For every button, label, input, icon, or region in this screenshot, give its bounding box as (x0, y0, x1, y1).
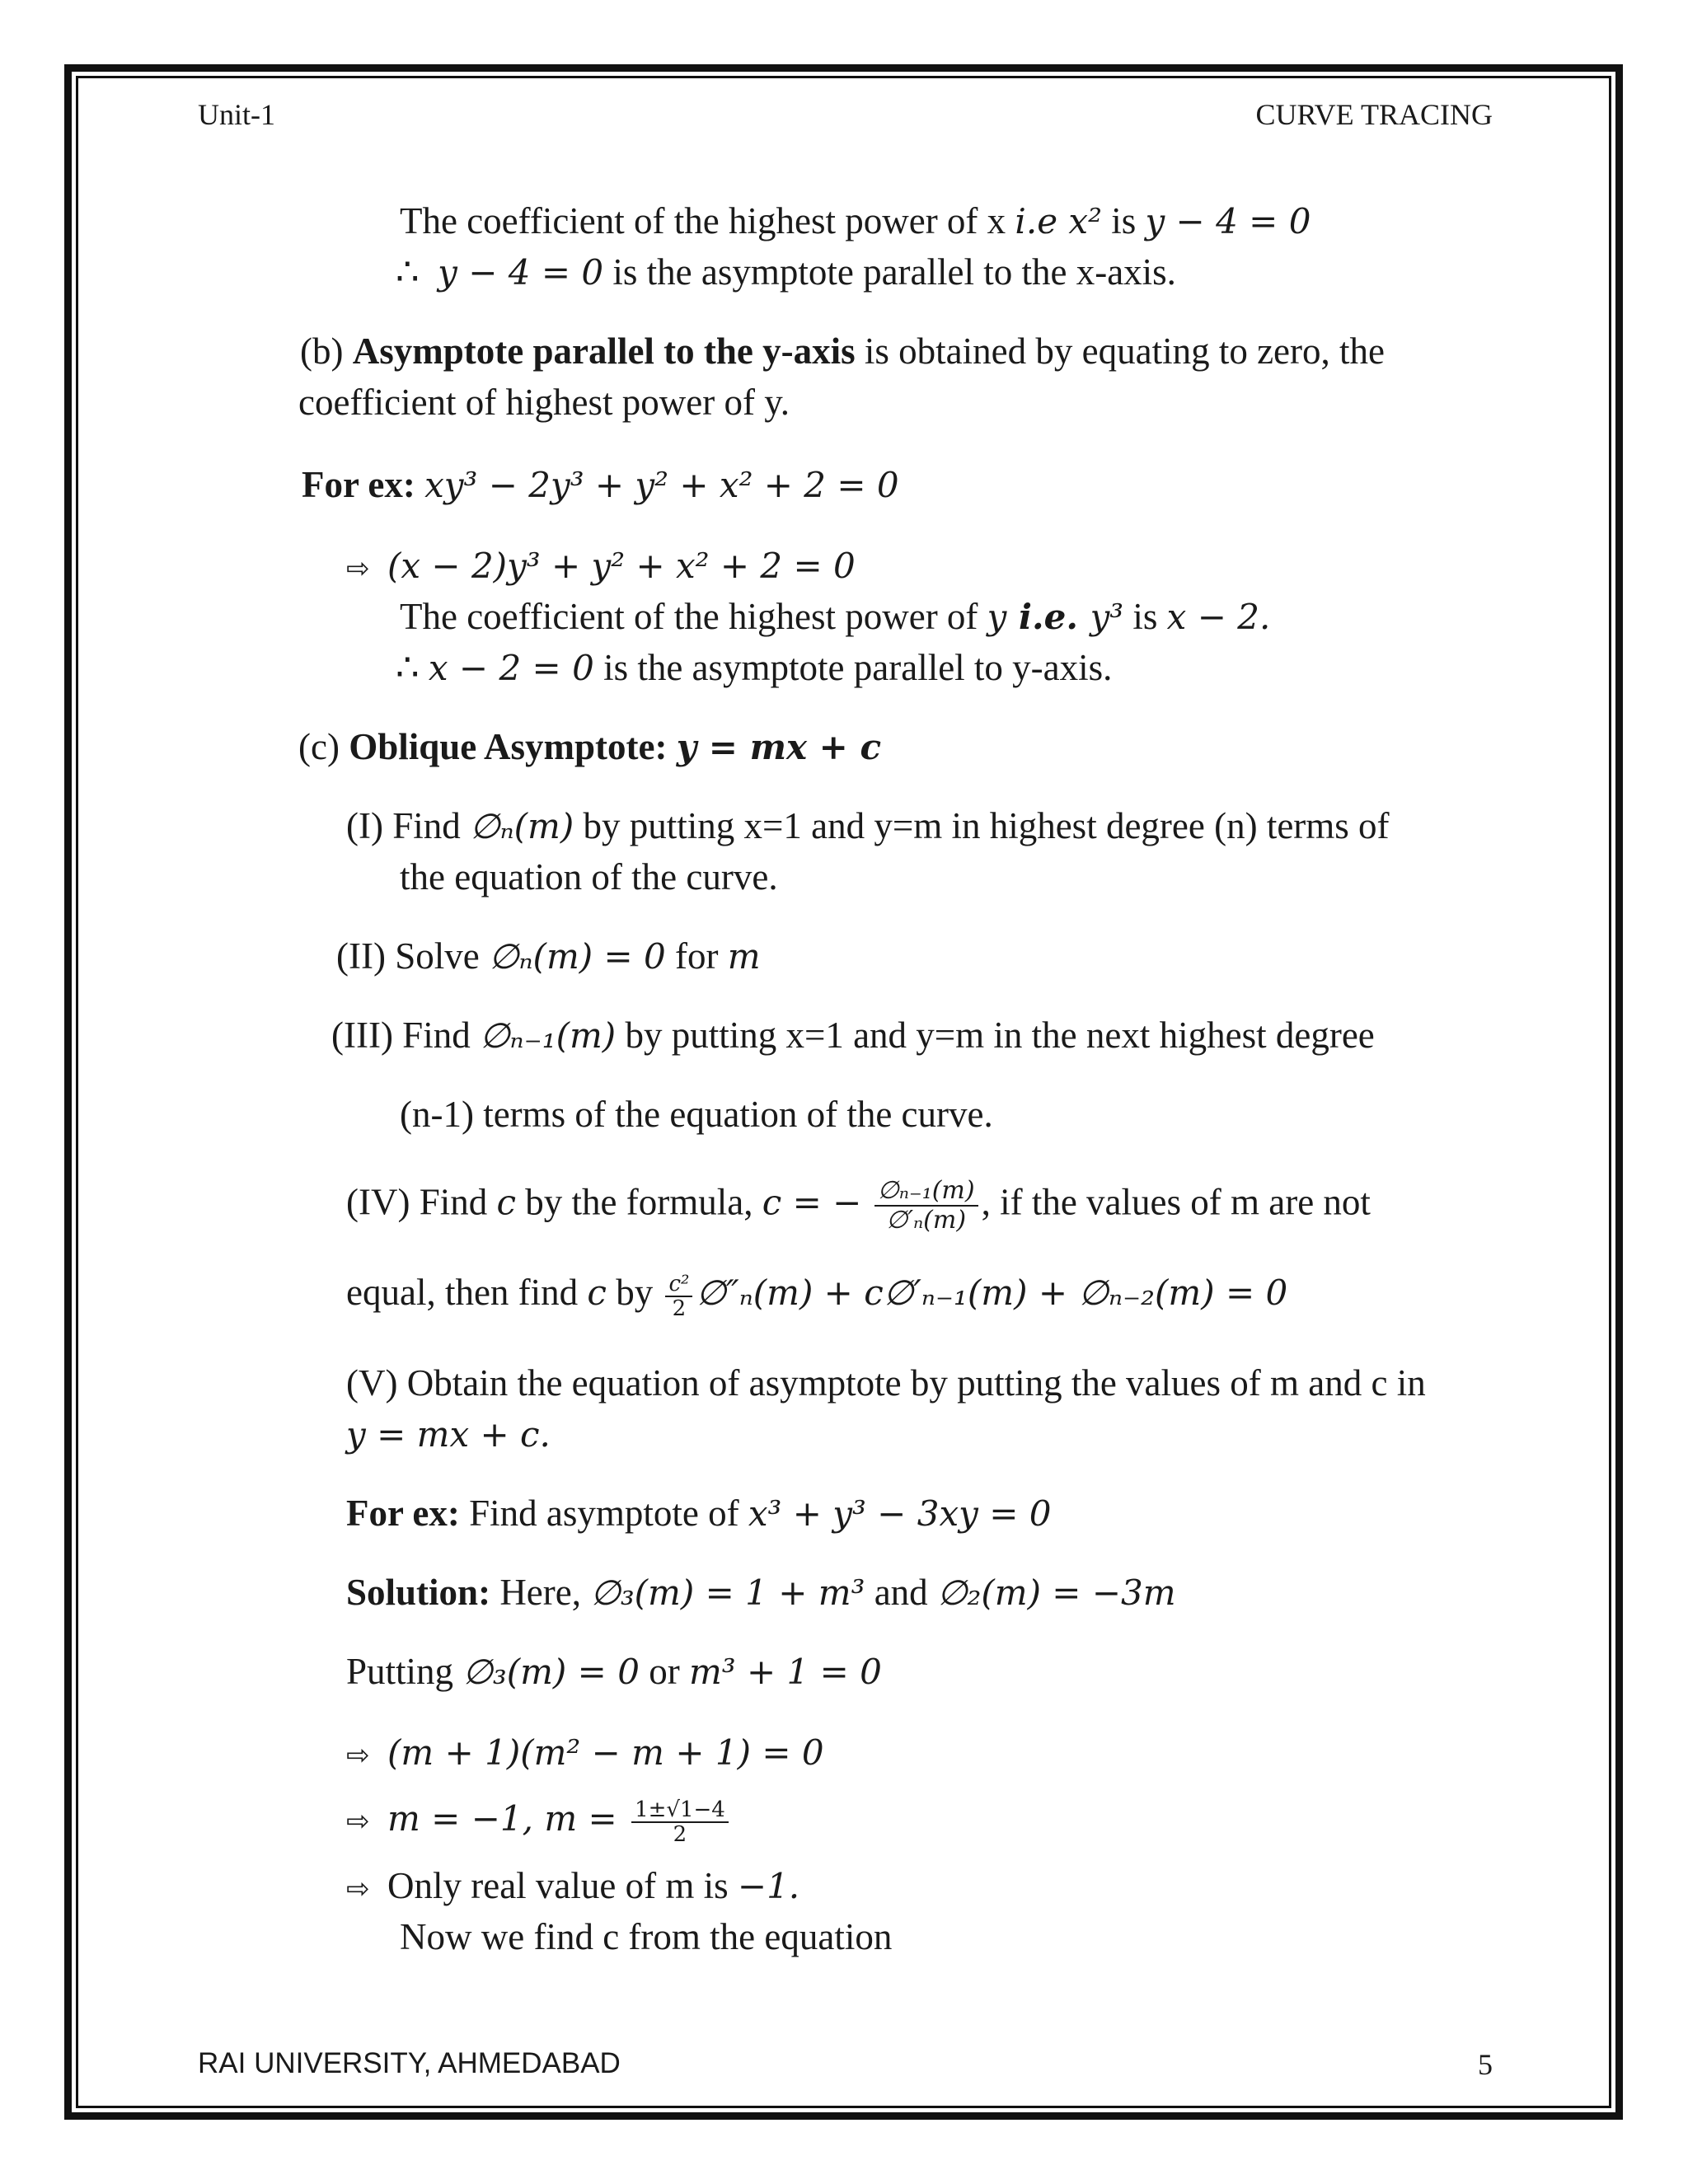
header-title: CURVE TRACING (1255, 98, 1493, 131)
section-b-heading: (b) Asymptote parallel to the y-axis is obtained by equating to zero, the (300, 330, 1385, 372)
step-v-line2: y = mx + c. (346, 1414, 551, 1455)
solution-line: Solution: Here, ∅₃(m) = 1 + m³ and ∅₂(m) = −3m (346, 1572, 1176, 1613)
step-iii: (III) Find ∅ₙ₋₁(m) by putting x=1 and y=m in the next highest degree (331, 1015, 1375, 1056)
example-2: For ex: Find asymptote of x³ + y³ − 3xy = 0 (346, 1493, 1052, 1534)
roots-line: ⇨ m = −1, m = $\frac{1\pm√1-4}{2}$ (346, 1795, 732, 1846)
now-find-line: Now we find c from the equation (400, 1916, 893, 1957)
section-b-line2: coefficient of highest power of y. (298, 382, 790, 423)
arrow-icon: ⇨ (346, 552, 370, 585)
factor-line: ⇨ (m + 1)(m² − m + 1) = 0 (346, 1729, 824, 1779)
step-i-line2: the equation of the curve. (400, 856, 778, 898)
step-iv-line2: equal, then find c by $\frac{\text{c²}}{2}$ ∅″ₙ(m) + c∅′ₙ₋₁(m) + ∅ₙ₋₂(m) = 0 (346, 1271, 1288, 1321)
roots-fraction: $\frac{1\pm√1-4}{2}$ (631, 1798, 729, 1846)
example-1-asymptote: ∴ x − 2 = 0 is the asymptote parallel to y-axis. (396, 647, 1113, 688)
step-iv: (IV) Find c by the formula, c = − $\frac{\text{∅ₙ₋₁(m)}}{\text{∅′ₙ(m)}}$ , if the values of m are not (346, 1176, 1371, 1235)
line-asymptote-x: ∴ y − 4 = 0 is the asymptote parallel to the x-axis. (396, 251, 1176, 293)
header-unit: Unit-1 (198, 98, 275, 131)
formula-c-fraction: $\frac{\text{∅ₙ₋₁(m)}}{\text{∅′ₙ(m)}}$ (874, 1177, 978, 1235)
step-ii: (II) Solve ∅ₙ(m) = 0 for m (336, 935, 761, 977)
arrow-icon: ⇨ (346, 1872, 370, 1905)
example-1-step: ⇨ (x − 2)y³ + y² + x² + 2 = 0 (346, 542, 856, 592)
page-number: 5 (1478, 2048, 1493, 2081)
example-1-coefficient: The coefficient of the highest power of y i.e. y³ is x − 2. (400, 596, 1271, 637)
line-coefficient-x: The coefficient of the highest power of x i.e x² is y − 4 = 0 (400, 200, 1311, 241)
c-squared-over-two: $\frac{\text{c²}}{2}$ (665, 1272, 692, 1320)
section-c-heading: (c) Oblique Asymptote: y = mx + c (298, 726, 882, 767)
step-i: (I) Find ∅ₙ(m) by putting x=1 and y=m in highest degree (n) terms of (346, 805, 1390, 846)
putting-line: Putting ∅₃(m) = 0 or m³ + 1 = 0 (346, 1651, 882, 1692)
real-root-line: ⇨ Only real value of m is −1. (346, 1863, 799, 1912)
step-iii-line2: (n-1) terms of the equation of the curve. (400, 1094, 993, 1135)
arrow-icon: ⇨ (346, 1739, 370, 1772)
step-v: (V) Obtain the equation of asymptote by putting the values of m and c in (346, 1362, 1426, 1404)
footer-university: RAI UNIVERSITY, AHMEDABAD (198, 2047, 621, 2079)
example-1: For ex: xy³ − 2y³ + y² + x² + 2 = 0 (302, 464, 899, 505)
arrow-icon: ⇨ (346, 1805, 370, 1838)
